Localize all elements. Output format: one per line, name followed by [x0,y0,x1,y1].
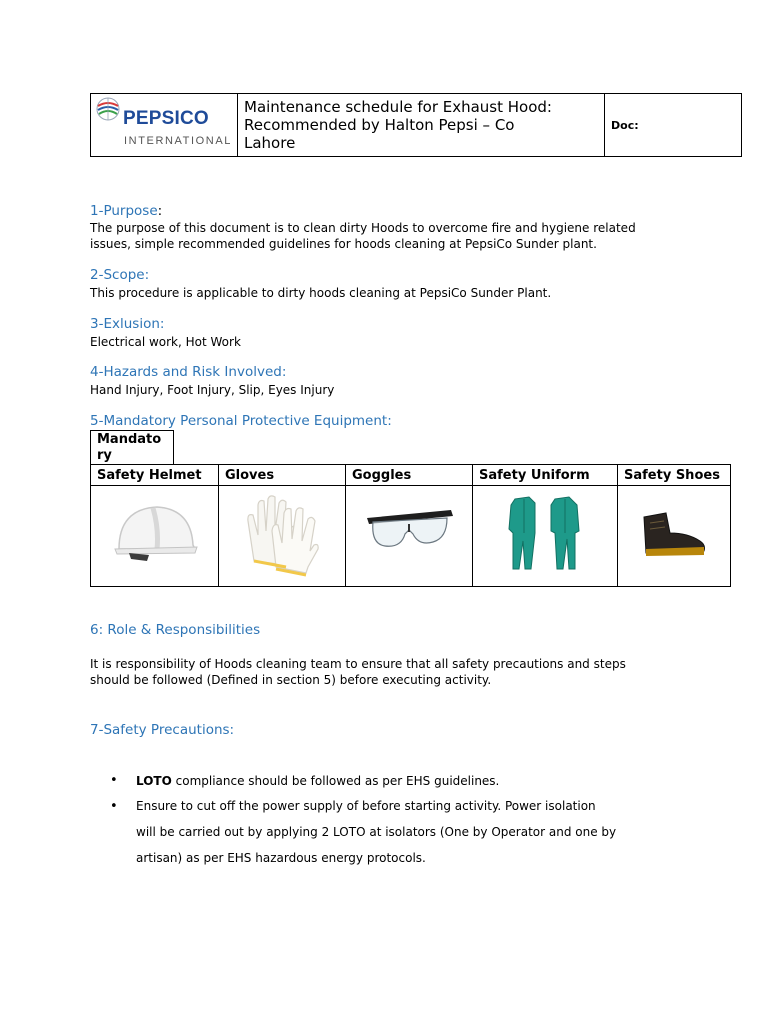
header-table [90,93,742,157]
helmet-cell [91,486,219,587]
bullet-marker: • [110,773,118,788]
logo-text: PEPSICO [123,108,209,129]
gloves-icon [242,491,322,577]
purpose-heading: 1-Purpose: [90,203,163,219]
scope-text: This procedure is applicable to dirty hoods cleaning at PepsiCo Sunder Plant. [90,286,552,300]
mandatory-label [90,430,174,464]
hazards-heading: 4-Hazards and Risk Involved: [90,364,287,380]
roles-line: It is responsibility of Hoods cleaning team to ensure that all safety precautions and steps [90,657,626,671]
scope-heading: 2-Scope: [90,267,150,283]
ppe-heading: 5-Mandatory Personal Protective Equipment: [90,413,392,429]
title-line: Lahore [244,134,296,152]
purpose-line: issues, simple recommended guidelines for hoods cleaning at PepsiCo Sunder plant. [90,237,597,251]
purpose-text [90,220,730,252]
power-isolation-line: will be carried out by applying 2 LOTO at isolators (One by Operator and one by [136,825,617,839]
loto-bold-text: LOTO [136,774,172,788]
uniform-cell [473,486,618,587]
document-title [238,94,605,157]
gloves-cell [219,486,346,587]
power-isolation-line: artisan) as per EHS hazardous energy protocols. [136,851,426,865]
logo-subtext: INTERNATIONAL [124,135,232,147]
goggles-icon [363,504,455,564]
hazards-text: Hand Injury, Foot Injury, Slip, Eyes Injury [90,383,335,397]
roles-heading: 6: Role & Responsibilities [90,622,261,638]
purpose-heading-text: 1-Purpose [90,203,158,219]
logo-cell [91,94,238,157]
purpose-line: The purpose of this document is to clean dirty Hoods to overcome fire and hygiene related [90,221,636,235]
title-line: Recommended by Halton Pepsi – Co [244,116,515,134]
ppe-column-header: Safety Shoes [618,465,731,486]
ppe-column-header: Safety Uniform [473,465,618,486]
doc-label: Doc: [605,94,742,157]
goggles-cell [346,486,473,587]
roles-line: should be followed (Defined in section 5) before executing activity. [90,673,492,687]
roles-text [90,656,730,688]
exclusion-heading: 3-Exlusion: [90,316,165,332]
shoes-cell [618,486,731,587]
ppe-column-header: Goggles [346,465,473,486]
safety-helmet-icon [109,499,201,569]
exclusion-text: Electrical work, Hot Work [90,335,241,349]
ppe-table [90,464,731,587]
safety-uniform-icon [505,493,585,575]
precautions-heading: 7-Safety Precautions: [90,722,235,738]
mandatory-line: Mandato [97,432,162,447]
title-line: Maintenance schedule for Exhaust Hood: [244,98,552,116]
power-isolation-line: Ensure to cut off the power supply of before starting activity. Power isolation [136,799,596,813]
pepsico-globe-icon [95,96,121,122]
bullet-item-power-isolation [136,793,696,871]
safety-shoes-icon [638,509,710,559]
loto-rest-text: compliance should be followed as per EHS guidelines. [171,774,500,788]
bullet-item-loto [136,768,696,794]
bullet-marker: • [110,799,118,814]
ppe-column-header: Safety Helmet [91,465,219,486]
mandatory-line: ry [97,448,112,463]
ppe-column-header: Gloves [219,465,346,486]
